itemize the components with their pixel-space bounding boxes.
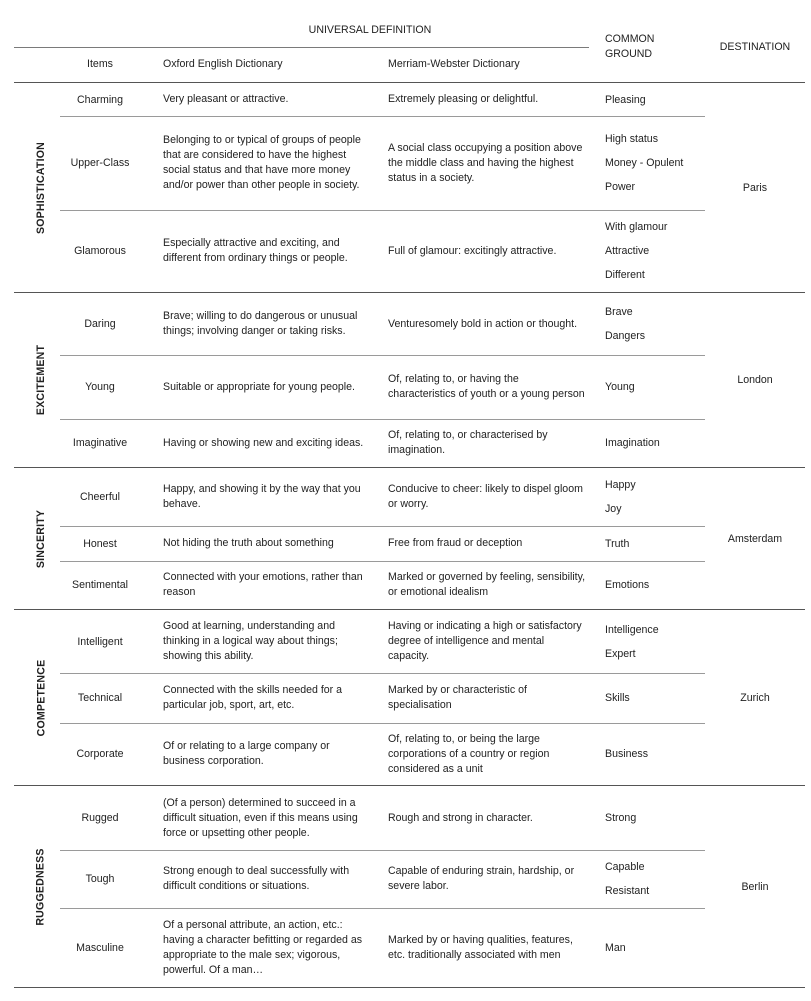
common-term: Joy [605, 503, 622, 515]
common-term: Business [605, 748, 648, 760]
common-imaginative [605, 419, 705, 467]
merriam-tough: Capable of enduring strain, hardship, or severe labor. [388, 865, 575, 892]
common-honest [605, 526, 705, 561]
common-term: Young [605, 381, 635, 393]
oxford-charming: Very pleasant or attractive. [163, 93, 289, 105]
oxford-young: Suitable or appropriate for young people. [163, 380, 355, 393]
merriam-corporate: Of, relating to, or being the large corporations of a country or region considered as a unit [388, 732, 550, 775]
oxford-upper-class: Belonging to or typical of groups of people that are considered to have the highest social status and that have more money and/or power than other people in society. [163, 134, 361, 191]
item-cheerful: Cheerful [79, 491, 121, 503]
item-upper-class: Upper-Class [70, 157, 130, 169]
common-term: Truth [605, 537, 630, 550]
common-young [605, 355, 705, 419]
header-universal-definition: UNIVERSAL DEFINITION [308, 24, 432, 36]
common-term: Dangers [605, 330, 646, 342]
table-bottom-rule [14, 987, 805, 988]
category-label: COMPETENCE [35, 659, 48, 736]
common-term: Strong [605, 812, 637, 824]
common-term: Skills [605, 692, 630, 704]
common-term: Pleasing [605, 93, 646, 106]
category-ruggedness [26, 786, 56, 987]
common-masculine [605, 908, 705, 987]
common-term: Happy [605, 479, 636, 491]
merriam-rugged: Rough and strong in character. [388, 811, 533, 824]
common-term: Intelligence [605, 623, 659, 636]
common-term: Capable [605, 861, 645, 873]
destination-amsterdam: Amsterdam [727, 532, 783, 545]
oxford-corporate: Of or relating to a large company or business corporation. [163, 740, 330, 767]
common-intelligent [605, 610, 705, 673]
item-corporate: Corporate [76, 748, 124, 760]
common-glamorous [605, 210, 705, 292]
oxford-intelligent: Good at learning, understanding and thinking in a logical way about things; showing this ability. [163, 620, 338, 662]
common-term: With glamour [605, 221, 668, 233]
destination-london: London [737, 374, 773, 386]
item-masculine: Masculine [76, 941, 124, 954]
common-term: Expert [605, 647, 636, 660]
merriam-daring: Venturesomely bold in action or thought. [388, 317, 578, 330]
item-honest: Honest [83, 537, 117, 550]
merriam-cheerful: Conducive to cheer: likely to dispel gloom or worry. [388, 483, 583, 510]
header-destination: DESTINATION [719, 41, 791, 53]
item-sentimental: Sentimental [72, 579, 128, 591]
category-excitement [26, 293, 56, 467]
merriam-charming: Extremely pleasing or delightful. [388, 93, 539, 105]
header-common-ground-line1: COMMON [605, 33, 655, 45]
header-subdivider [14, 47, 589, 48]
header-oxford: Oxford English Dictionary [163, 58, 283, 70]
item-daring: Daring [84, 318, 116, 330]
oxford-tough: Strong enough to deal successfully with difficult conditions or situations. [163, 865, 350, 892]
category-label: RUGGEDNESS [35, 847, 48, 926]
oxford-glamorous: Especially attractive and exciting, and different from ordinary things or people. [163, 237, 348, 264]
destination-zurich: Zurich [740, 691, 770, 704]
oxford-sentimental: Connected with your emotions, rather than reason [163, 571, 363, 598]
common-term: High status [605, 133, 658, 145]
oxford-technical: Connected with the skills needed for a particular job, sport, art, etc. [163, 684, 343, 711]
merriam-technical: Marked by or characteristic of specialisation [388, 684, 527, 711]
item-imaginative: Imaginative [72, 437, 128, 449]
merriam-upper-class: A social class occupying a position above the middle class and having the highest status in a society. [388, 141, 583, 184]
merriam-sentimental: Marked or governed by feeling, sensibility, or emotional idealism [388, 571, 586, 598]
common-daring [605, 293, 705, 355]
common-term: Imagination [605, 437, 660, 449]
merriam-honest: Free from fraud or deception [388, 537, 523, 549]
category-label: SOPHISTICATION [35, 141, 48, 234]
item-technical: Technical [77, 692, 123, 704]
merriam-intelligent: Having or indicating a high or satisfactory degree of intelligence and mental capacity. [388, 620, 582, 662]
item-glamorous: Glamorous [74, 245, 126, 257]
item-intelligent: Intelligent [77, 635, 123, 648]
destination-paris: Paris [742, 181, 768, 194]
header-common-ground-line2: GROUND [605, 48, 653, 60]
common-tough [605, 850, 705, 908]
oxford-imaginative: Having or showing new and exciting ideas. [163, 436, 364, 449]
item-charming: Charming [77, 93, 123, 106]
merriam-imaginative: Of, relating to, or characterised by imagination. [388, 429, 548, 456]
common-term: Brave [605, 306, 633, 318]
oxford-honest: Not hiding the truth about something [163, 537, 334, 549]
common-cheerful [605, 468, 705, 526]
oxford-daring: Brave; willing to do dangerous or unusual things; involving danger or taking risks. [163, 310, 358, 337]
category-sophistication [26, 83, 56, 292]
header-merriam: Merriam-Webster Dictionary [388, 58, 520, 70]
common-corporate [605, 723, 705, 785]
common-upper-class [605, 116, 705, 210]
common-technical [605, 673, 705, 723]
common-sentimental [605, 561, 705, 609]
common-term: Emotions [605, 579, 650, 591]
common-term: Resistant [605, 885, 650, 897]
item-tough: Tough [85, 873, 115, 885]
oxford-rugged: (Of a person) determined to succeed in a difficult situation, even if this means using force or upsetting other people. [163, 796, 358, 839]
category-sincerity [26, 468, 56, 609]
common-rugged [605, 786, 705, 850]
common-term: Attractive [605, 245, 650, 257]
item-rugged: Rugged [81, 812, 119, 824]
oxford-masculine: Of a personal attribute, an action, etc.: having a character befitting or regarded as appropriate to the male sex; vigorous, powerful. Of a man… [163, 918, 363, 976]
merriam-young: Of, relating to, or having the characteristics of youth or a young person [388, 373, 585, 400]
header-common-ground [605, 32, 695, 62]
oxford-cheerful: Happy, and showing it by the way that you behave. [163, 483, 361, 510]
category-label: SINCERITY [35, 509, 47, 568]
item-young: Young [85, 381, 115, 393]
category-label: EXCITEMENT [35, 344, 47, 416]
merriam-masculine: Marked by or having qualities, features, etc. traditionally associated with men [388, 933, 573, 961]
common-term: Man [605, 941, 626, 954]
merriam-glamorous: Full of glamour: excitingly attractive. [388, 244, 557, 257]
common-term: Different [605, 269, 645, 281]
common-charming [605, 83, 705, 116]
common-term: Money - Opulent [605, 157, 684, 169]
destination-berlin: Berlin [741, 880, 769, 893]
header-items: Items [87, 58, 113, 70]
common-term: Power [605, 181, 636, 193]
category-competence [26, 610, 56, 785]
